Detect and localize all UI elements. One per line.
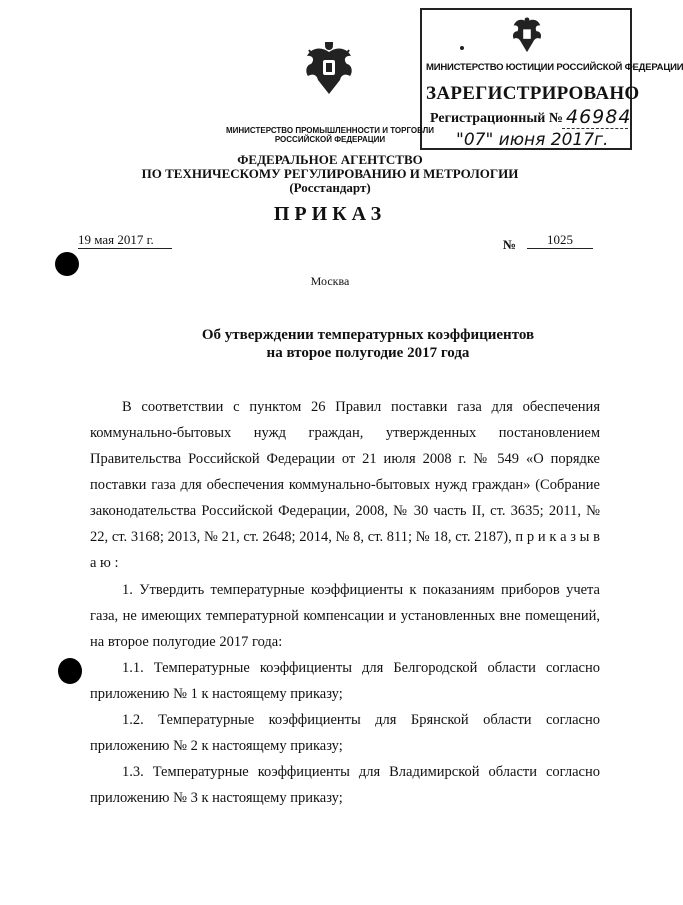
stamp-reg-label: Регистрационный № <box>430 111 563 126</box>
item-1: 1. Утвердить температурные коэффициенты к показаниям приборов учета газа, не имеющих температурной компенсации и установленных вне помещений, на второе полугодие 2017 года: <box>90 582 600 650</box>
agency-line-1: ФЕДЕРАЛЬНОЕ АГЕНТСТВО <box>237 152 423 167</box>
stamp-date: "07" июня 2017г. <box>456 130 609 150</box>
ministry-name: МИНИСТЕРСТВО ПРОМЫШЛЕННОСТИ И ТОРГОВЛИ РОССИЙСКОЙ ФЕДЕРАЦИИ <box>225 126 435 144</box>
document-type: ПРИКАЗ <box>273 203 387 225</box>
agency-line-2: ПО ТЕХНИЧЕСКОМУ РЕГУЛИРОВАНИЮ И МЕТРОЛОГИИ <box>141 166 519 181</box>
order-number-label: № <box>503 237 517 252</box>
title-line-2: на второе полугодие 2017 года <box>266 345 470 361</box>
registration-stamp <box>420 8 683 150</box>
order-date: 19 мая 2017 г. <box>78 232 172 249</box>
item-1-3: 1.3. Температурные коэффициенты для Владимирской области согласно приложению № 3 к настоящему приказу; <box>90 764 600 806</box>
title-line-1: Об утверждении температурных коэффициентов <box>201 327 535 343</box>
document-title <box>150 326 586 362</box>
stamp-ministry: МИНИСТЕРСТВО ЮСТИЦИИ РОССИЙСКОЙ ФЕДЕРАЦИИ <box>426 62 683 73</box>
agency-name <box>100 153 560 195</box>
city: Москва <box>310 274 350 288</box>
stamp-registered: ЗАРЕГИСТРИРОВАНО <box>426 83 640 104</box>
punch-hole-mark <box>55 252 79 276</box>
coat-of-arms-icon <box>303 40 355 98</box>
order-number: 1025 <box>527 232 593 249</box>
punch-hole-mark <box>58 658 82 684</box>
order-items <box>90 577 600 811</box>
preamble-paragraph: В соответствии с пунктом 26 Правил поставки газа для обеспечения коммунально-бытовых нужд граждан, утвержденных постановлением Правительства Российской Федерации от 21 июля 2008 г. № 549 «О порядке поставки газа для обеспечения коммунально-бытовых нужд граждан» (Собрание законодательства Российской Федерации, 2008, № 30 часть II, ст. 3635; 2011, № 22, ст. 3168; 2013, № 21, ст. 2648; 2014, № 8, ст. 811; № 18, ст. 2187), п р и к а з ы в а ю : <box>90 399 600 571</box>
item-1-1: 1.1. Температурные коэффициенты для Белгородской области согласно приложению № 1 к настоящему приказу; <box>90 660 600 702</box>
item-1-2: 1.2. Температурные коэффициенты для Брянской области согласно приложению № 2 к настоящему приказу; <box>90 712 600 754</box>
stamp-reg-underline <box>562 128 628 129</box>
stamp-reg-number: 46984 <box>566 106 632 128</box>
small-coat-of-arms-icon <box>508 16 546 56</box>
agency-line-3: (Росстандарт) <box>289 180 371 195</box>
stamp-dot <box>460 46 464 50</box>
